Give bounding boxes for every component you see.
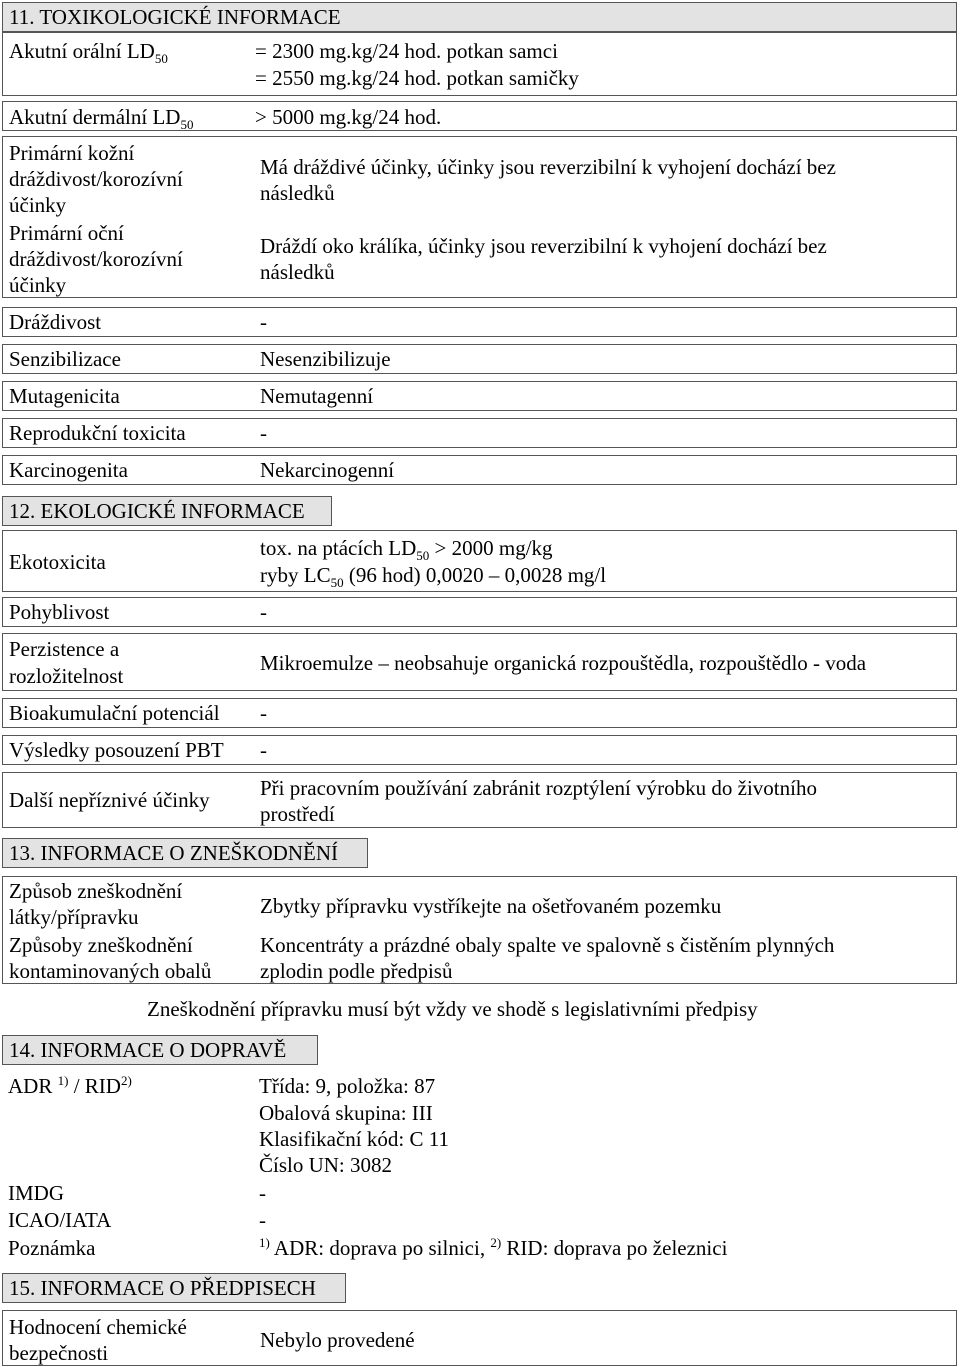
skin-label-2: dráždivost/korozívní bbox=[9, 167, 183, 191]
other-effects-value-1: Při pracovním používání zabránit rozptýlení výrobku do životního bbox=[260, 776, 817, 800]
irritation-value: - bbox=[260, 310, 267, 334]
row-persistence bbox=[2, 633, 957, 691]
section-15-heading: 15. INFORMACE O PŘEDPISECH bbox=[2, 1273, 346, 1303]
disposal-substance-label-1: Způsob zneškodnění bbox=[9, 879, 183, 903]
mutagenicity-label: Mutagenicita bbox=[9, 384, 120, 408]
imdg-label: IMDG bbox=[8, 1181, 64, 1205]
eye-label-2: dráždivost/korozívní bbox=[9, 247, 183, 271]
icao-label: ICAO/IATA bbox=[8, 1208, 112, 1232]
section-11-heading: 11. TOXIKOLOGICKÉ INFORMACE bbox=[2, 2, 957, 32]
skin-label-1: Primární kožní bbox=[9, 141, 135, 165]
mobility-value: - bbox=[260, 600, 267, 624]
row-mutagenicity bbox=[2, 381, 957, 411]
adr-class: Třída: 9, položka: 87 bbox=[259, 1074, 436, 1098]
imdg-value: - bbox=[259, 1181, 266, 1205]
acute-oral-label: Akutní orální $LD_{50}$ bbox=[9, 39, 168, 67]
sensitisation-value: Nesenzibilizuje bbox=[260, 347, 391, 371]
transport-note-label: Poznámka bbox=[8, 1236, 96, 1260]
bioaccumulation-label: Bioakumulační potenciál bbox=[9, 701, 220, 725]
pbt-value: - bbox=[260, 738, 267, 762]
section-13-heading: 13. INFORMACE O ZNEŠKODNĚNÍ bbox=[2, 838, 368, 868]
section-12-heading: 12. EKOLOGICKÉ INFORMACE bbox=[2, 496, 332, 526]
acute-dermal-value: > 5000 mg.kg/24 hod. bbox=[255, 105, 442, 129]
eye-label-1: Primární oční bbox=[9, 221, 124, 245]
mobility-label: Pohyblivost bbox=[9, 600, 110, 624]
eye-value-2: následků bbox=[260, 260, 335, 284]
row-disposal bbox=[2, 876, 957, 984]
disposal-packaging-value-2: zplodin podle předpisů bbox=[260, 959, 453, 983]
other-effects-value-2: prostředí bbox=[260, 802, 335, 826]
row-sensitisation bbox=[2, 344, 957, 374]
eye-label-3: účinky bbox=[9, 273, 67, 297]
skin-value-2: následků bbox=[260, 181, 335, 205]
pbt-label: Výsledky posouzení PBT bbox=[9, 738, 224, 762]
reproductive-value: - bbox=[260, 421, 267, 445]
row-skin-eye bbox=[2, 136, 957, 298]
acute-dermal-label: Akutní dermální $LD_{50}$ bbox=[9, 105, 194, 133]
acute-oral-value-male: = 2300 mg.kg/24 hod. potkan samci bbox=[255, 39, 558, 63]
carcinogenicity-label: Karcinogenita bbox=[9, 458, 128, 482]
row-ecotoxicity bbox=[2, 530, 957, 592]
row-other-effects bbox=[2, 772, 957, 828]
row-reproductive bbox=[2, 418, 957, 448]
row-pbt bbox=[2, 735, 957, 765]
row-bioaccumulation bbox=[2, 698, 957, 728]
adr-classification-code: Klasifikační kód: C 11 bbox=[259, 1127, 449, 1151]
eye-value-1: Dráždí oko králíka, účinky jsou reverzibilní k vyhojení dochází bez bbox=[260, 234, 827, 258]
persistence-value: Mikroemulze – neobsahuje organická rozpouštědla, rozpouštědlo - voda bbox=[260, 651, 867, 675]
disposal-substance-value: Zbytky přípravku vystříkejte na ošetřovaném pozemku bbox=[260, 894, 722, 918]
disposal-note: Zneškodnění přípravku musí být vždy ve shodě s legislativními předpisy bbox=[147, 997, 758, 1021]
section-14-heading: 14. INFORMACE O DOPRAVĚ bbox=[2, 1035, 318, 1065]
transport-note-value: $^{1)}$ ADR: doprava po silnici, $^{2)}$ RID: doprava po železnici bbox=[259, 1235, 728, 1260]
adr-packing-group: Obalová skupina: III bbox=[259, 1101, 433, 1125]
disposal-packaging-value-1: Koncentráty a prázdné obaly spalte ve spalovně s čistěním plynných bbox=[260, 933, 835, 957]
row-acute-oral bbox=[2, 32, 957, 96]
disposal-packaging-label-1: Způsoby zneškodnění bbox=[9, 933, 193, 957]
skin-label-3: účinky bbox=[9, 193, 67, 217]
ecotoxicity-value-birds: tox. na ptácích $LD_{50} > 2000$ mg/kg bbox=[260, 536, 553, 564]
skin-value-1: Má dráždivé účinky, účinky jsou reverzibilní k vyhojení dochází bez bbox=[260, 155, 836, 179]
acute-oral-value-female: = 2550 mg.kg/24 hod. potkan samičky bbox=[255, 66, 579, 90]
persistence-label-2: rozložitelnost bbox=[9, 664, 124, 688]
ecotoxicity-label: Ekotoxicita bbox=[9, 550, 106, 574]
mutagenicity-value: Nemutagenní bbox=[260, 384, 374, 408]
irritation-label: Dráždivost bbox=[9, 310, 102, 334]
reproductive-label: Reprodukční toxicita bbox=[9, 421, 186, 445]
ecotoxicity-value-fish: ryby $LC_{50}$ (96 hod) 0,0020 – 0,0028 mg/l bbox=[260, 563, 607, 591]
persistence-label-1: Perzistence a bbox=[9, 637, 120, 661]
chemical-safety-label-1: Hodnocení chemické bbox=[9, 1315, 187, 1339]
adr-un-number: Číslo UN: 3082 bbox=[259, 1153, 393, 1177]
carcinogenicity-value: Nekarcinogenní bbox=[260, 458, 395, 482]
row-mobility bbox=[2, 597, 957, 627]
bioaccumulation-value: - bbox=[260, 701, 267, 725]
chemical-safety-label-2: bezpečnosti bbox=[9, 1341, 109, 1365]
disposal-substance-label-2: látky/přípravku bbox=[9, 905, 139, 929]
sensitisation-label: Senzibilizace bbox=[9, 347, 121, 371]
adr-rid-label: ADR $^{1)}$ / RID$^{2)}$ bbox=[8, 1073, 132, 1098]
row-irritation bbox=[2, 307, 957, 337]
row-carcinogenicity bbox=[2, 455, 957, 485]
row-chemical-safety bbox=[2, 1310, 957, 1366]
row-acute-dermal bbox=[2, 101, 957, 131]
chemical-safety-value: Nebylo provedené bbox=[260, 1328, 415, 1352]
icao-value: - bbox=[259, 1208, 266, 1232]
other-effects-label: Další nepříznivé účinky bbox=[9, 788, 210, 812]
disposal-packaging-label-2: kontaminovaných obalů bbox=[9, 959, 212, 983]
